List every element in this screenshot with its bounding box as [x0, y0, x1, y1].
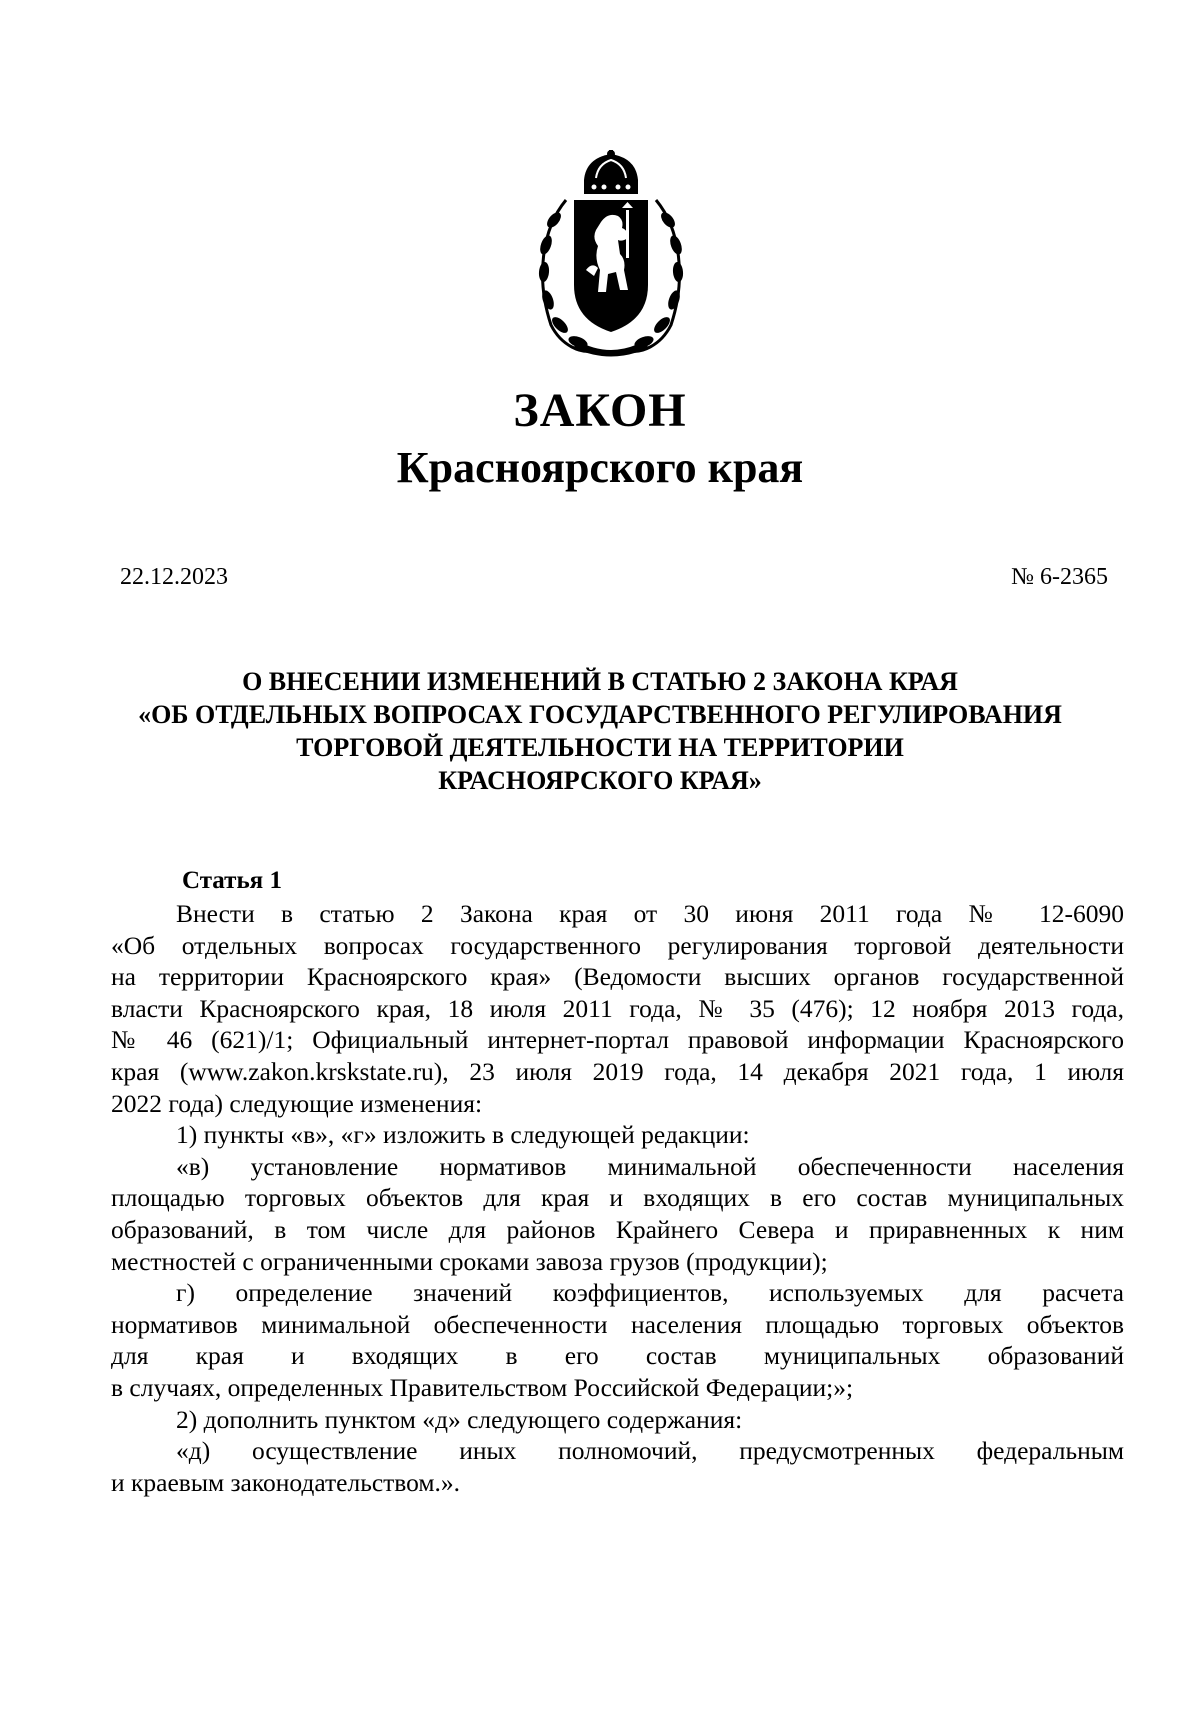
body-line: для края и входящих в его состав муниципальных образований	[111, 1341, 1124, 1371]
body-line: «д) осуществление иных полномочий, предусмотренных федеральным	[176, 1436, 1124, 1466]
body-line: в случаях, определенных Правительством Российской Федерации;»;	[111, 1372, 854, 1402]
body-line: площадью торговых объектов для края и входящих в его состав муниципальных	[111, 1183, 1124, 1213]
heading-line: О ВНЕСЕНИИ ИЗМЕНЕНИЙ В СТАТЬЮ 2 ЗАКОНА КРАЯ	[242, 667, 958, 696]
document-number: № 6-2365	[1011, 564, 1108, 590]
body-line: местностей с ограниченными сроками завоза грузов (продукции);	[111, 1246, 828, 1276]
body-line: г) определение значений коэффициентов, используемых для расчета	[176, 1278, 1124, 1308]
body-line: «Об отдельных вопросах государственного регулирования торговой деятельности	[111, 930, 1124, 960]
heading-line: ТОРГОВОЙ ДЕЯТЕЛЬНОСТИ НА ТЕРРИТОРИИ	[296, 733, 904, 762]
body-line: нормативов минимальной обеспеченности населения площадью торговых объектов	[111, 1309, 1124, 1339]
body-line: Внести в статью 2 Закона края от 30 июня 2011 года № 12-6090	[176, 899, 1124, 928]
body-line: на территории Красноярского края» (Ведомости высших органов государственной	[111, 962, 1124, 992]
document-date: 22.12.2023	[120, 564, 228, 590]
body-line: «в) установление нормативов минимальной обеспеченности населения	[176, 1151, 1124, 1181]
issuing-region-subtitle: Красноярского края	[396, 443, 804, 492]
body-line: края (www.zakon.krskstate.ru), 23 июля 2019 года, 14 декабря 2021 года, 1 июля	[111, 1056, 1124, 1086]
body-line: образований, в том числе для районов Крайнего Севера и приравненных к ним	[111, 1214, 1124, 1244]
body-line: № 46 (621)/1; Официальный интернет-портал правовой информации Красноярского	[111, 1025, 1124, 1055]
body-line: 2022 года) следующие изменения:	[111, 1088, 483, 1118]
body-line: 1) пункты «в», «г» изложить в следующей редакции:	[176, 1120, 750, 1150]
body-line: власти Красноярского края, 18 июля 2011 года, № 35 (476); 12 ноября 2013 года,	[111, 993, 1124, 1023]
body-line: 2) дополнить пунктом «д» следующего содержания:	[176, 1404, 743, 1434]
document-heading	[80, 665, 1120, 797]
document-type-title: ЗАКОН	[513, 384, 687, 437]
article-title: Статья 1	[182, 867, 282, 894]
coat-of-arms-icon	[536, 150, 686, 365]
heading-line: «ОБ ОТДЕЛЬНЫХ ВОПРОСАХ ГОСУДАРСТВЕННОГО РЕГУЛИРОВАНИЯ	[138, 700, 1062, 729]
body-line: и краевым законодательством.».	[111, 1467, 461, 1497]
article-body	[111, 898, 1124, 1498]
heading-line: КРАСНОЯРСКОГО КРАЯ»	[438, 766, 762, 795]
coat-of-arms-emblem	[536, 150, 686, 365]
